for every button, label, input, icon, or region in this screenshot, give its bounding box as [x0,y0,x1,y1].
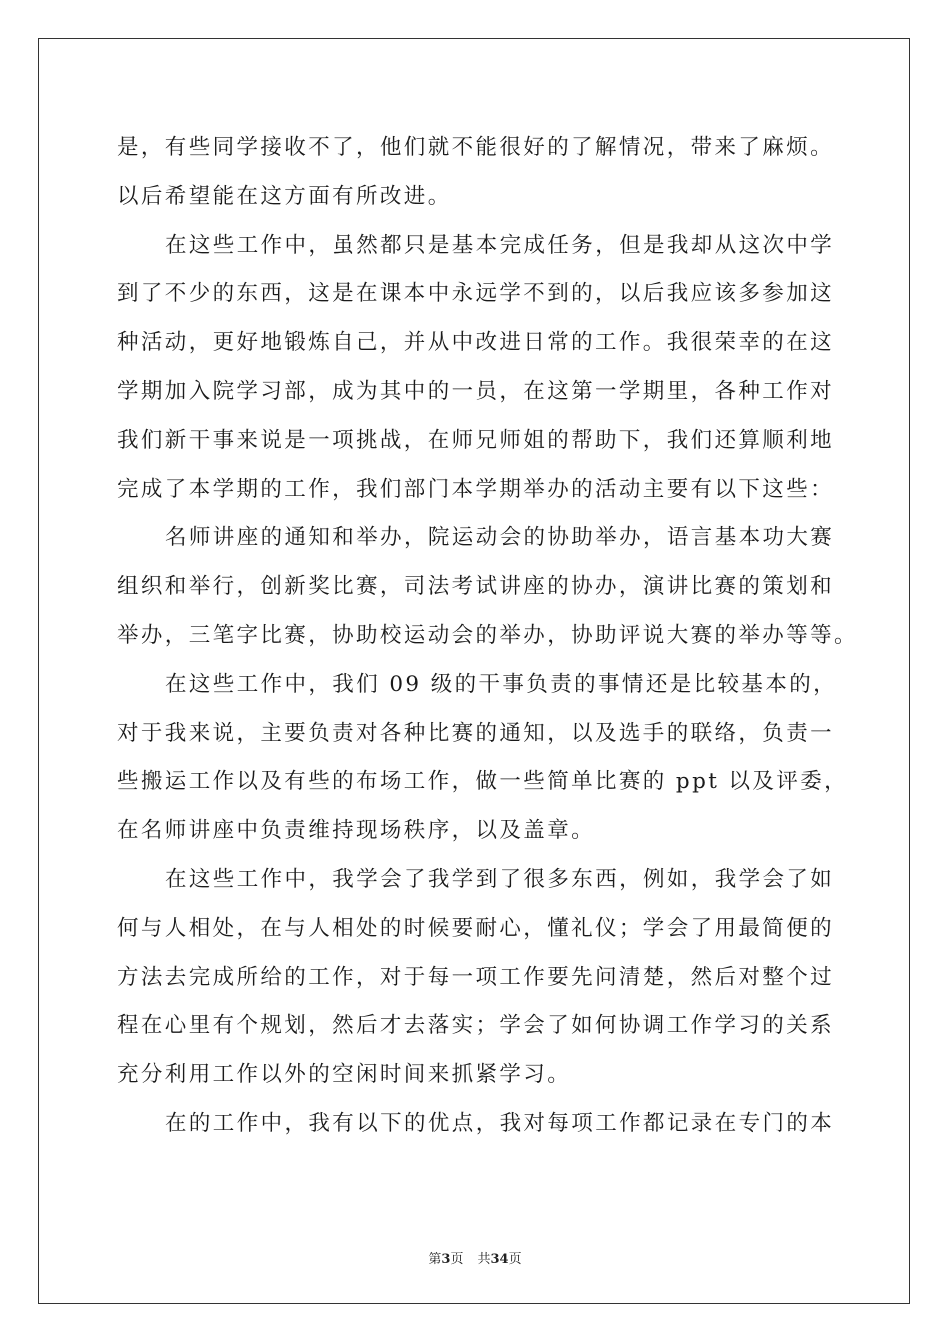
text-line: 在名师讲座中负责维持现场秩序，以及盖章。 [117,818,596,844]
total-prefix: 共 [477,1252,491,1267]
page-prefix: 第 [428,1252,442,1267]
text-line: 组织和举行，创新奖比赛，司法考试讲座的协办，演讲比赛的策划和 [117,574,835,600]
text-line: 完成了本学期的工作，我们部门本学期举办的活动主要有以下这些： [117,476,835,502]
total-pages: 34 [490,1252,509,1267]
text-line: 我们新干事来说是一项挑战，在师兄师姐的帮助下，我们还算顺利地 [117,427,835,453]
text-line: 何与人相处，在与人相处的时候要耐心，懂礼仪；学会了用最简便的 [117,915,835,941]
paragraph-first-line: 在这些工作中，虽然都只是基本完成任务，但是我却从这次中学 [165,232,835,258]
document-body [117,124,858,1149]
text-line: 举办，三笔字比赛，协助校运动会的举办，协助评说大赛的举办等等。 [117,622,858,648]
text-line: 程在心里有个规划，然后才去落实；学会了如何协调工作学习的关系 [117,1013,835,1039]
page-footer [0,1248,950,1267]
page-number: 3 [441,1252,451,1267]
text-line: 到了不少的东西，这是在课本中永远学不到的，以后我应该多参加这 [117,281,835,307]
page-suffix: 页 [450,1252,464,1267]
text-line: 些搬运工作以及有些的布场工作，做一些简单比赛的 ppt 以及评委， [117,769,849,795]
text-line: 充分利用工作以外的空闲时间来抓紧学习。 [117,1062,572,1088]
text-line: 学期加入院学习部，成为其中的一员，在这第一学期里，各种工作对 [117,378,835,404]
paragraph-first-line: 在的工作中，我有以下的优点，我对每项工作都记录在专门的本 [165,1110,835,1136]
text-line: 以后希望能在这方面有所改进。 [117,183,452,209]
paragraph-first-line: 在这些工作中，我学会了我学到了很多东西，例如，我学会了如 [165,866,835,892]
text-line: 是，有些同学接收不了，他们就不能很好的了解情况，带来了麻烦。 [117,135,835,160]
paragraph-first-line: 名师讲座的通知和举办，院运动会的协助举办，语言基本功大赛 [165,525,835,551]
total-suffix: 页 [508,1252,522,1267]
text-line: 对于我来说，主要负责对各种比赛的通知，以及选手的联络，负责一 [117,720,835,746]
text-line: 方法去完成所给的工作，对于每一项工作要先问清楚，然后对整个过 [117,964,835,990]
text-line: 种活动，更好地锻炼自己，并从中改进日常的工作。我很荣幸的在这 [117,330,835,356]
paragraph-first-line: 在这些工作中，我们 09 级的干事负责的事情还是比较基本的， [165,671,838,697]
